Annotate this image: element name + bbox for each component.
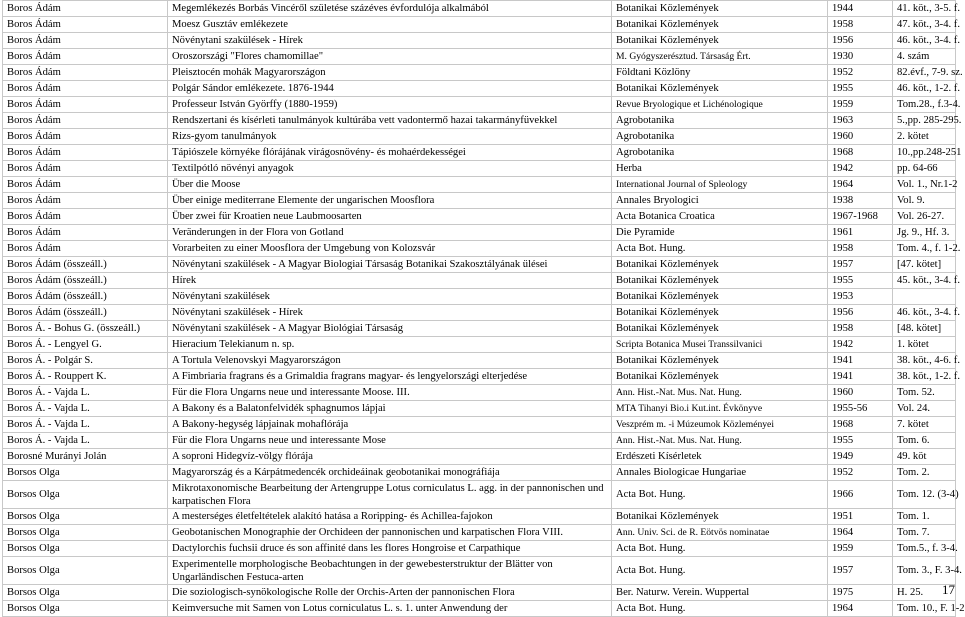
author-cell: Boros Ádám <box>3 161 168 177</box>
title-cell: Polgár Sándor emlékezete. 1876-1944 <box>168 81 612 97</box>
title-cell: Dactylorchis fuchsii druce és son affinité dans les flores Hongroise et Carpathique <box>168 541 612 557</box>
table-row <box>3 509 956 525</box>
title-cell: Növénytani szakülések - Hírek <box>168 305 612 321</box>
table-row <box>3 369 956 385</box>
author-cell: Boros Á. - Vajda L. <box>3 433 168 449</box>
journal-cell: Annales Bryologici <box>612 193 828 209</box>
journal-cell: International Journal of Spleology <box>612 177 828 193</box>
journal-cell: Ann. Univ. Sci. de R. Eötvös nominatae <box>612 525 828 541</box>
author-cell: Boros Ádám <box>3 225 168 241</box>
journal-cell: Botanikai Közlemények <box>612 321 828 337</box>
journal-cell: Agrobotanika <box>612 145 828 161</box>
journal-cell: Agrobotanika <box>612 113 828 129</box>
table-row <box>3 433 956 449</box>
author-cell: Borsos Olga <box>3 465 168 481</box>
reference-cell: Tom. 2. <box>893 465 956 481</box>
year-cell: 1959 <box>828 541 893 557</box>
table-row <box>3 177 956 193</box>
year-cell: 1960 <box>828 385 893 401</box>
journal-cell: Földtani Közlöny <box>612 65 828 81</box>
title-cell: A mesterséges életfeltételek alakító hatása a Roripping- és Achillea-fajokon <box>168 509 612 525</box>
table-row <box>3 525 956 541</box>
author-cell: Boros Ádám <box>3 17 168 33</box>
author-cell: Boros Á. - Vajda L. <box>3 401 168 417</box>
title-cell: A Tortula Velenovskyi Magyarországon <box>168 353 612 369</box>
reference-cell: Jg. 9., Hf. 3. <box>893 225 956 241</box>
table-row <box>3 81 956 97</box>
reference-cell: 49. köt <box>893 449 956 465</box>
table-row <box>3 401 956 417</box>
year-cell: 1930 <box>828 49 893 65</box>
author-cell: Boros Ádám <box>3 1 168 17</box>
author-cell: Boros Ádám <box>3 209 168 225</box>
reference-cell: Tom. 7. <box>893 525 956 541</box>
reference-cell: Tom. 4., f. 1-2. <box>893 241 956 257</box>
year-cell: 1961 <box>828 225 893 241</box>
journal-cell: Acta Bot. Hung. <box>612 481 828 509</box>
title-cell: Növénytani szakülések - A Magyar Biologiai Társaság Botanikai Szakosztályának ülései <box>168 257 612 273</box>
reference-cell: Tom.5., f. 3-4. <box>893 541 956 557</box>
table-row <box>3 97 956 113</box>
journal-cell: Ann. Hist.-Nat. Mus. Nat. Hung. <box>612 433 828 449</box>
reference-cell: 10.,pp.248-251 <box>893 145 956 161</box>
title-cell: Rendszertani és kísérleti tanulmányok kultúrába vett vadontermő hazai takarmányfüvekkel <box>168 113 612 129</box>
reference-cell: Vol. 9. <box>893 193 956 209</box>
reference-cell: Vol. 26-27. <box>893 209 956 225</box>
table-row <box>3 49 956 65</box>
journal-cell: Ann. Hist.-Nat. Mus. Nat. Hung. <box>612 385 828 401</box>
author-cell: Boros Á. - Bohus G. (összeáll.) <box>3 321 168 337</box>
year-cell: 1953 <box>828 289 893 305</box>
bibliography-body <box>3 1 965 617</box>
reference-cell: pp. 64-66 <box>893 161 956 177</box>
reference-cell: 82.évf., 7-9. sz. <box>893 65 956 81</box>
title-cell: Über zwei für Kroatien neue Laubmoosarten <box>168 209 612 225</box>
table-row <box>3 129 956 145</box>
title-cell: Megemlékezés Borbás Vincéről születése százéves évfordulója alkalmából <box>168 1 612 17</box>
year-cell: 1964 <box>828 525 893 541</box>
author-cell: Borsos Olga <box>3 509 168 525</box>
author-cell: Boros Á. - Vajda L. <box>3 385 168 401</box>
year-cell: 1942 <box>828 337 893 353</box>
year-cell: 1958 <box>828 321 893 337</box>
journal-cell: Scripta Botanica Musei Transsilvanici <box>612 337 828 353</box>
author-cell: Borsos Olga <box>3 481 168 509</box>
reference-cell: 5.,pp. 285-295. <box>893 113 956 129</box>
journal-cell: Botanikai Közlemények <box>612 273 828 289</box>
reference-cell: 38. köt., 1-2. f. <box>893 369 956 385</box>
year-cell: 1958 <box>828 17 893 33</box>
title-cell: Hírek <box>168 273 612 289</box>
author-cell: Borsos Olga <box>3 585 168 601</box>
title-cell: Für die Flora Ungarns neue und interessante Mose <box>168 433 612 449</box>
title-cell: A Fimbriaria fragrans és a Grimaldia fragrans magyar- és lengyelországi elterjedése <box>168 369 612 385</box>
author-cell: Boros Ádám <box>3 113 168 129</box>
reference-cell: 47. köt., 3-4. f. <box>893 17 956 33</box>
title-cell: A Bakony és a Balatonfelvidék sphagnumos lápjai <box>168 401 612 417</box>
title-cell: Növénytani szakülések <box>168 289 612 305</box>
title-cell: A Bakony-hegység lápjainak mohaflórája <box>168 417 612 433</box>
author-cell: Boros Á. - Vajda L. <box>3 417 168 433</box>
year-cell: 1952 <box>828 65 893 81</box>
year-cell: 1956 <box>828 305 893 321</box>
author-cell: Boros Á. - Rouppert K. <box>3 369 168 385</box>
year-cell: 1958 <box>828 241 893 257</box>
reference-cell: Tom. 6. <box>893 433 956 449</box>
table-row <box>3 273 956 289</box>
author-cell: Boros Ádám <box>3 145 168 161</box>
author-cell: Borsos Olga <box>3 557 168 585</box>
year-cell: 1963 <box>828 113 893 129</box>
author-cell: Boros Ádám <box>3 81 168 97</box>
author-cell: Boros Ádám <box>3 241 168 257</box>
table-row <box>3 481 956 509</box>
table-row <box>3 65 956 81</box>
title-cell: Geobotanischen Monographie der Orchideen der pannonischen und karpatischen Flora VIII. <box>168 525 612 541</box>
journal-cell: Erdészeti Kísérletek <box>612 449 828 465</box>
table-row <box>3 209 956 225</box>
reference-cell: 46. köt., 1-2. f. <box>893 81 956 97</box>
reference-cell: 7. kötet <box>893 417 956 433</box>
reference-cell: 2. kötet <box>893 129 956 145</box>
reference-cell: Vol. 24. <box>893 401 956 417</box>
journal-cell: M. Gyógyszerésztud. Társaság Ért. <box>612 49 828 65</box>
year-cell: 1960 <box>828 129 893 145</box>
journal-cell: Revue Bryologique et Lichénologique <box>612 97 828 113</box>
author-cell: Boros Ádám (összeáll.) <box>3 305 168 321</box>
year-cell: 1955 <box>828 81 893 97</box>
journal-cell: Die Pyramide <box>612 225 828 241</box>
journal-cell: Acta Botanica Croatica <box>612 209 828 225</box>
reference-cell: Tom. 1. <box>893 509 956 525</box>
reference-cell: Tom. 3., F. 3-4. <box>893 557 956 585</box>
reference-cell: 41. köt., 3-5. f. <box>893 1 956 17</box>
journal-cell: Veszprém m. -i Múzeumok Közleményei <box>612 417 828 433</box>
year-cell: 1941 <box>828 353 893 369</box>
author-cell: Boros Ádám <box>3 177 168 193</box>
year-cell: 1964 <box>828 601 893 617</box>
journal-cell: Botanikai Közlemények <box>612 289 828 305</box>
table-row <box>3 289 956 305</box>
table-row <box>3 193 956 209</box>
year-cell: 1966 <box>828 481 893 509</box>
reference-cell: 4. szám <box>893 49 956 65</box>
table-row <box>3 225 956 241</box>
table-row <box>3 145 956 161</box>
journal-cell: Annales Biologicae Hungariae <box>612 465 828 481</box>
table-row <box>3 17 956 33</box>
journal-cell: Acta Bot. Hung. <box>612 241 828 257</box>
author-cell: Boros Ádám (összeáll.) <box>3 289 168 305</box>
title-cell: Für die Flora Ungarns neue und interessante Moose. III. <box>168 385 612 401</box>
title-cell: Professeur István Györffy (1880-1959) <box>168 97 612 113</box>
journal-cell: Botanikai Közlemények <box>612 17 828 33</box>
table-row <box>3 385 956 401</box>
title-cell: Pleisztocén mohák Magyarországon <box>168 65 612 81</box>
year-cell: 1941 <box>828 369 893 385</box>
reference-cell: [48. kötet] <box>893 321 956 337</box>
table-row <box>3 241 956 257</box>
table-row <box>3 541 956 557</box>
title-cell: Rizs-gyom tanulmányok <box>168 129 612 145</box>
author-cell: Boros Ádám <box>3 129 168 145</box>
table-row <box>3 337 956 353</box>
table-row <box>3 585 956 601</box>
journal-cell: Botanikai Közlemények <box>612 81 828 97</box>
year-cell: 1949 <box>828 449 893 465</box>
table-row <box>3 305 956 321</box>
table-row <box>3 417 956 433</box>
year-cell: 1955 <box>828 273 893 289</box>
page-number: 17 <box>942 582 955 597</box>
reference-cell: 1. kötet <box>893 337 956 353</box>
reference-cell: Tom.28., f.3-4. <box>893 97 956 113</box>
table-row <box>3 33 956 49</box>
reference-cell: Tom. 52. <box>893 385 956 401</box>
title-cell: Experimentelle morphologische Beobachtungen in der gewebesterstruktur der Blätter von Ungarländischen Festuca-arten <box>168 557 612 585</box>
title-cell: Über einige mediterrane Elemente der ungarischen Moosflora <box>168 193 612 209</box>
title-cell: Vorarbeiten zu einer Moosflora der Umgebung von Kolozsvár <box>168 241 612 257</box>
journal-cell: Botanikai Közlemények <box>612 257 828 273</box>
table-row <box>3 465 956 481</box>
title-cell: Növénytani szakülések - Hírek <box>168 33 612 49</box>
journal-cell: Agrobotanika <box>612 129 828 145</box>
author-cell: Boros Ádám <box>3 97 168 113</box>
journal-cell: Acta Bot. Hung. <box>612 601 828 617</box>
author-cell: Boros Ádám <box>3 65 168 81</box>
table-row <box>3 557 956 585</box>
title-cell: Die soziologisch-synökologische Rolle der Orchis-Arten der pannonischen Flora <box>168 585 612 601</box>
reference-cell: 46. köt., 3-4. f. <box>893 305 956 321</box>
author-cell: Boros Ádám <box>3 33 168 49</box>
journal-cell: Botanikai Közlemények <box>612 1 828 17</box>
table-row <box>3 321 956 337</box>
journal-cell: Acta Bot. Hung. <box>612 541 828 557</box>
author-cell: Boros Ádám <box>3 49 168 65</box>
year-cell: 1956 <box>828 33 893 49</box>
journal-cell: Ber. Naturw. Verein. Wuppertal <box>612 585 828 601</box>
year-cell: 1944 <box>828 1 893 17</box>
title-cell: Veränderungen in der Flora von Gotland <box>168 225 612 241</box>
author-cell: Boros Ádám (összeáll.) <box>3 273 168 289</box>
author-cell: Boros Á. - Polgár S. <box>3 353 168 369</box>
author-cell: Borosné Murányi Jolán <box>3 449 168 465</box>
journal-cell: Botanikai Közlemények <box>612 369 828 385</box>
title-cell: Növénytani szakülések - A Magyar Biológiai Társaság <box>168 321 612 337</box>
table-row <box>3 353 956 369</box>
title-cell: Keimversuche mit Samen von Lotus corniculatus L. s. 1. unter Anwendung der <box>168 601 612 617</box>
year-cell: 1959 <box>828 97 893 113</box>
year-cell: 1957 <box>828 557 893 585</box>
reference-cell: H. 25. <box>893 585 956 601</box>
year-cell: 1952 <box>828 465 893 481</box>
table-row <box>3 257 956 273</box>
reference-cell: 45. köt., 3-4. f. <box>893 273 956 289</box>
journal-cell: Botanikai Közlemények <box>612 305 828 321</box>
year-cell: 1975 <box>828 585 893 601</box>
author-cell: Borsos Olga <box>3 525 168 541</box>
journal-cell: Botanikai Közlemények <box>612 33 828 49</box>
journal-cell: Botanikai Közlemények <box>612 509 828 525</box>
reference-cell <box>893 289 956 305</box>
title-cell: Magyarország és a Kárpátmedencék orchideáinak geobotanikai monográfiája <box>168 465 612 481</box>
reference-cell: 38. köt., 4-6. f. <box>893 353 956 369</box>
year-cell: 1964 <box>828 177 893 193</box>
year-cell: 1967-1968 <box>828 209 893 225</box>
year-cell: 1968 <box>828 145 893 161</box>
year-cell: 1938 <box>828 193 893 209</box>
year-cell: 1951 <box>828 509 893 525</box>
journal-cell: Botanikai Közlemények <box>612 353 828 369</box>
bibliography-table <box>2 0 965 617</box>
year-cell: 1957 <box>828 257 893 273</box>
title-cell: Moesz Gusztáv emlékezete <box>168 17 612 33</box>
title-cell: Hieracium Telekianum n. sp. <box>168 337 612 353</box>
journal-cell: MTA Tihanyi Bio.i Kut.int. Évkönyve <box>612 401 828 417</box>
title-cell: Mikrotaxonomische Bearbeitung der Artengruppe Lotus corniculatus L. agg. in der pannonischen und karpatischen Flora <box>168 481 612 509</box>
reference-cell: 46. köt., 3-4. f. <box>893 33 956 49</box>
title-cell: A soproni Hidegvíz-völgy flórája <box>168 449 612 465</box>
author-cell: Borsos Olga <box>3 601 168 617</box>
title-cell: Über die Moose <box>168 177 612 193</box>
author-cell: Boros Á. - Lengyel G. <box>3 337 168 353</box>
reference-cell: Vol. 1., Nr.1-2 <box>893 177 956 193</box>
table-row <box>3 161 956 177</box>
journal-cell: Herba <box>612 161 828 177</box>
reference-cell: [47. kötet] <box>893 257 956 273</box>
title-cell: Tápiószele környéke flórájának virágosnövény- és mohaérdekességei <box>168 145 612 161</box>
year-cell: 1955 <box>828 433 893 449</box>
year-cell: 1942 <box>828 161 893 177</box>
author-cell: Borsos Olga <box>3 541 168 557</box>
reference-cell: Tom. 10., F. 1-2 <box>893 601 956 617</box>
year-cell: 1968 <box>828 417 893 433</box>
table-row <box>3 113 956 129</box>
year-cell: 1955-56 <box>828 401 893 417</box>
title-cell: Oroszországi "Flores chamomillae" <box>168 49 612 65</box>
title-cell: Textilpótló növényi anyagok <box>168 161 612 177</box>
author-cell: Boros Ádám <box>3 193 168 209</box>
table-row <box>3 1 956 17</box>
table-row <box>3 601 956 617</box>
journal-cell: Acta Bot. Hung. <box>612 557 828 585</box>
author-cell: Boros Ádám (összeáll.) <box>3 257 168 273</box>
table-row <box>3 449 956 465</box>
reference-cell: Tom. 12. (3-4) <box>893 481 956 509</box>
